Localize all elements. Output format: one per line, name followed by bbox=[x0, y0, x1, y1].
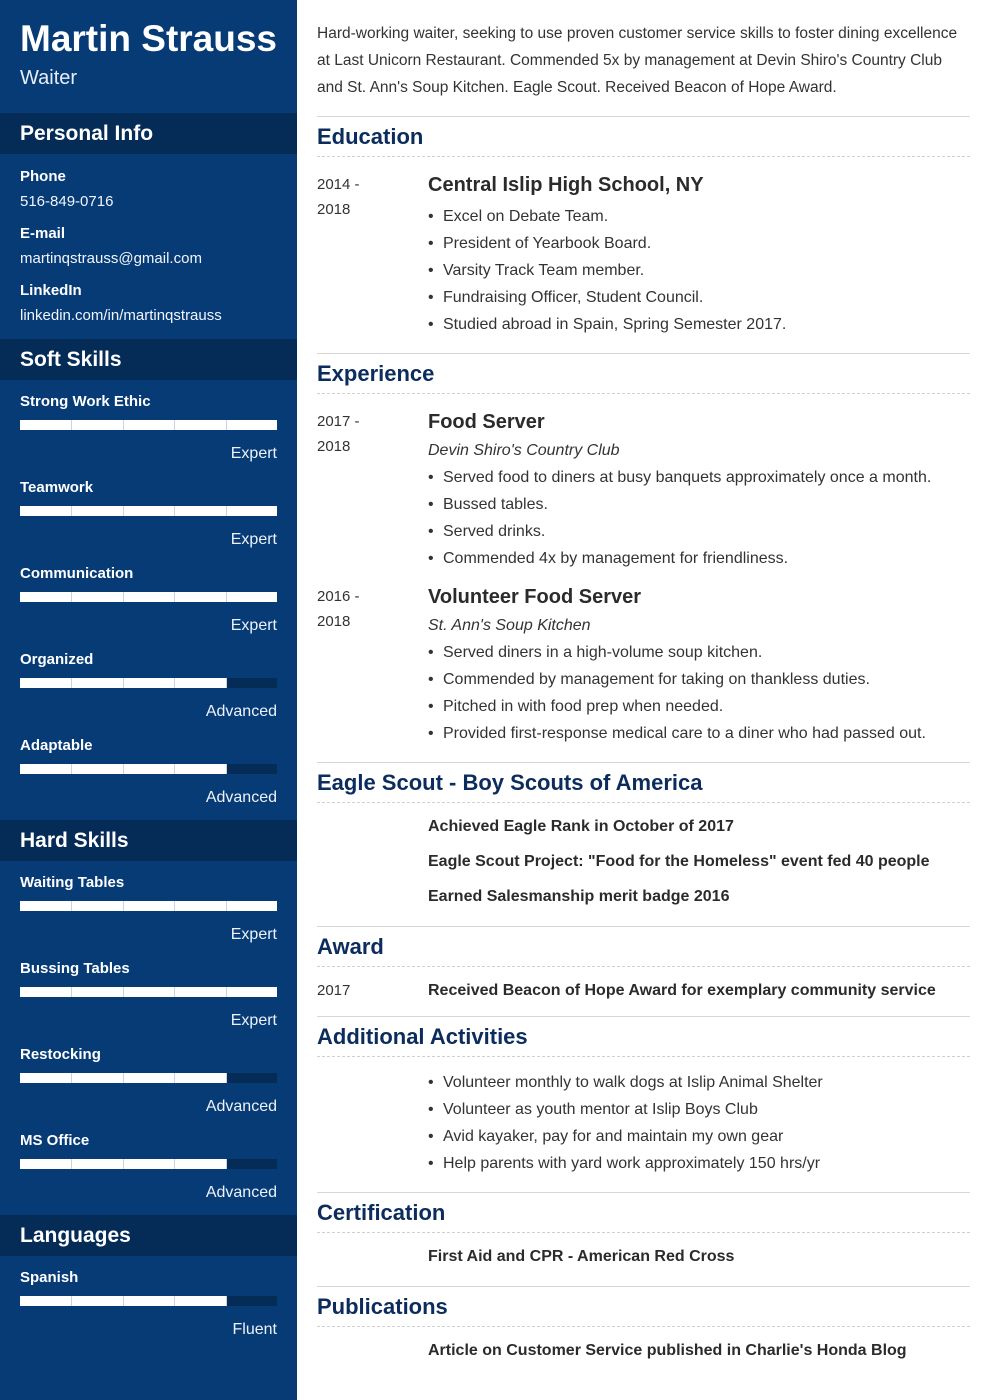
skill-bar-divider bbox=[123, 987, 124, 997]
achievement-line: Achieved Eagle Rank in October of 2017 bbox=[428, 818, 734, 835]
candidate-name: Martin Strauss bbox=[20, 18, 278, 59]
skill-bar-fill bbox=[20, 506, 277, 516]
skill-name: MS Office bbox=[20, 1132, 90, 1149]
activities-heading: Additional Activities bbox=[317, 1017, 970, 1057]
skill-bar bbox=[20, 1159, 277, 1169]
activities-bullets bbox=[428, 1069, 970, 1177]
skill-level: Expert bbox=[230, 1012, 277, 1029]
skill-bar-divider bbox=[123, 592, 124, 602]
bullet-item: • Pitched in with food prep when needed. bbox=[428, 693, 970, 720]
email-value: martinqstrauss@gmail.com bbox=[20, 250, 202, 267]
job-bullets bbox=[428, 639, 970, 747]
soft-skills-list bbox=[0, 380, 297, 820]
languages-heading: Languages bbox=[0, 1215, 297, 1256]
skill-bar-divider bbox=[174, 1073, 175, 1083]
skill-bar-divider bbox=[226, 987, 227, 997]
skill-name: Bussing Tables bbox=[20, 960, 130, 977]
skill-bar-divider bbox=[123, 506, 124, 516]
languages-list bbox=[0, 1256, 297, 1352]
skill-name: Organized bbox=[20, 651, 94, 668]
bullet-item: • Commended by management for taking on thankless duties. bbox=[428, 666, 970, 693]
skill-item bbox=[20, 562, 277, 648]
bullet-item: • President of Yearbook Board. bbox=[428, 230, 970, 257]
skill-item bbox=[20, 1266, 277, 1352]
skill-bar-divider bbox=[226, 1073, 227, 1083]
skill-bar-divider bbox=[226, 764, 227, 774]
skill-item bbox=[20, 1043, 277, 1129]
resume-header bbox=[0, 0, 297, 113]
skill-bar bbox=[20, 987, 277, 997]
summary: Hard-working waiter, seeking to use proven customer service skills to foster dining excellence at Last Unicorn Restaurant. Commended 5x by management at Devin Shiro's Country Club and St. Ann's Soup Kitchen. Eagle Scout. Received Beacon of Hope Award. bbox=[317, 25, 958, 96]
achievement-line: Earned Salesmanship merit badge 2016 bbox=[428, 888, 730, 905]
skill-level: Expert bbox=[230, 926, 277, 943]
skill-item bbox=[20, 734, 277, 820]
personal-info-heading: Personal Info bbox=[0, 113, 297, 154]
hard-skills-list bbox=[0, 861, 297, 1215]
eagle-scout-lines bbox=[428, 809, 970, 914]
school-name: Central Islip High School, NY bbox=[428, 174, 704, 196]
skill-item bbox=[20, 871, 277, 957]
skill-bar-divider bbox=[174, 506, 175, 516]
education-bullets bbox=[428, 203, 970, 338]
skill-bar-divider bbox=[71, 1296, 72, 1306]
certification-heading: Certification bbox=[317, 1193, 970, 1233]
hard-skills-heading: Hard Skills bbox=[0, 820, 297, 861]
award-entry bbox=[317, 967, 970, 1016]
bullet-item: • Studied abroad in Spain, Spring Semester 2017. bbox=[428, 311, 970, 338]
bullet-item: • Fundraising Officer, Student Council. bbox=[428, 284, 970, 311]
skill-bar-divider bbox=[226, 901, 227, 911]
publications-entry bbox=[317, 1327, 970, 1368]
skill-bar-fill bbox=[20, 592, 277, 602]
eagle-scout-section bbox=[317, 762, 970, 926]
education-section bbox=[317, 116, 970, 353]
skill-bar-fill bbox=[20, 901, 277, 911]
skill-bar-divider bbox=[71, 1073, 72, 1083]
skill-bar-divider bbox=[71, 678, 72, 688]
award-heading: Award bbox=[317, 927, 970, 967]
personal-info bbox=[0, 154, 297, 334]
skill-bar-divider bbox=[174, 1159, 175, 1169]
skill-bar bbox=[20, 901, 277, 911]
education-entry bbox=[317, 157, 970, 353]
eagle-scout-heading: Eagle Scout - Boy Scouts of America bbox=[317, 763, 970, 803]
skill-bar-fill bbox=[20, 987, 277, 997]
skill-level: Expert bbox=[230, 445, 277, 462]
linkedin-label: LinkedIn bbox=[20, 282, 82, 299]
skill-level: Expert bbox=[230, 531, 277, 548]
skill-bar-divider bbox=[226, 1296, 227, 1306]
skill-name: Strong Work Ethic bbox=[20, 393, 151, 410]
achievement-line: Eagle Scout Project: "Food for the Homeless" event fed 40 people bbox=[428, 853, 930, 870]
skill-level: Expert bbox=[230, 617, 277, 634]
skill-bar-divider bbox=[71, 901, 72, 911]
sidebar bbox=[0, 0, 297, 1400]
skill-bar-divider bbox=[226, 592, 227, 602]
skill-bar bbox=[20, 678, 277, 688]
skill-level: Advanced bbox=[205, 703, 277, 720]
skill-bar bbox=[20, 420, 277, 430]
skill-level: Advanced bbox=[205, 1184, 277, 1201]
skill-bar-divider bbox=[174, 987, 175, 997]
skill-bar bbox=[20, 506, 277, 516]
bullet-item: • Help parents with yard work approximately 150 hrs/yr bbox=[428, 1150, 970, 1177]
skill-bar-fill bbox=[20, 420, 277, 430]
entry-date: 2014 - 2018 bbox=[317, 176, 360, 218]
linkedin-value: linkedin.com/in/martinqstrauss bbox=[20, 307, 222, 324]
activities-section bbox=[317, 1016, 970, 1192]
skill-bar-divider bbox=[174, 901, 175, 911]
candidate-role: Waiter bbox=[20, 67, 78, 89]
skill-bar-divider bbox=[71, 592, 72, 602]
skill-name: Spanish bbox=[20, 1269, 79, 1286]
skill-item bbox=[20, 1129, 277, 1215]
award-section bbox=[317, 926, 970, 1016]
bullet-item: • Varsity Track Team member. bbox=[428, 257, 970, 284]
skill-name: Adaptable bbox=[20, 737, 93, 754]
skill-bar-divider bbox=[123, 1296, 124, 1306]
email-label: E-mail bbox=[20, 225, 66, 242]
skill-item bbox=[20, 476, 277, 562]
job-title: Volunteer Food Server bbox=[428, 586, 642, 608]
skill-name: Teamwork bbox=[20, 479, 94, 496]
skill-level: Advanced bbox=[205, 789, 277, 806]
skill-bar-divider bbox=[174, 1296, 175, 1306]
main-content bbox=[317, 0, 970, 1368]
publications-section bbox=[317, 1286, 970, 1368]
certification-section bbox=[317, 1192, 970, 1286]
certification-entry bbox=[317, 1233, 970, 1286]
job-title: Food Server bbox=[428, 411, 545, 433]
skill-name: Restocking bbox=[20, 1046, 101, 1063]
skill-bar-divider bbox=[174, 764, 175, 774]
skill-bar bbox=[20, 1296, 277, 1306]
bullet-item: • Commended 4x by management for friendliness. bbox=[428, 545, 970, 572]
skill-item bbox=[20, 390, 277, 476]
skill-bar-divider bbox=[123, 901, 124, 911]
experience-section bbox=[317, 353, 970, 762]
skill-bar-divider bbox=[123, 1073, 124, 1083]
bullet-item: • Excel on Debate Team. bbox=[428, 203, 970, 230]
award-text: Received Beacon of Hope Award for exemplary community service bbox=[428, 982, 936, 999]
skill-bar bbox=[20, 1073, 277, 1083]
skill-bar bbox=[20, 592, 277, 602]
education-heading: Education bbox=[317, 117, 970, 157]
skill-bar-divider bbox=[226, 1159, 227, 1169]
skill-bar-divider bbox=[71, 420, 72, 430]
publication-text: Article on Customer Service published in Charlie's Honda Blog bbox=[428, 1342, 907, 1359]
bullet-item: • Provided first-response medical care to a diner who had passed out. bbox=[428, 720, 970, 747]
soft-skills-heading: Soft Skills bbox=[0, 339, 297, 380]
skill-bar-divider bbox=[123, 1159, 124, 1169]
bullet-item: • Volunteer monthly to walk dogs at Islip Animal Shelter bbox=[428, 1069, 970, 1096]
skill-bar-divider bbox=[226, 420, 227, 430]
bullet-item: • Served drinks. bbox=[428, 518, 970, 545]
bullet-item: • Bussed tables. bbox=[428, 491, 970, 518]
skill-name: Waiting Tables bbox=[20, 874, 125, 891]
skill-bar-divider bbox=[123, 678, 124, 688]
award-date: 2017 bbox=[317, 982, 351, 999]
employer: Devin Shiro's Country Club bbox=[428, 442, 620, 459]
bullet-item: • Avid kayaker, pay for and maintain my own gear bbox=[428, 1123, 970, 1150]
entry-date: 2017 - 2018 bbox=[317, 413, 360, 455]
skill-bar-divider bbox=[226, 506, 227, 516]
skill-bar-divider bbox=[71, 506, 72, 516]
entry-date: 2016 - 2018 bbox=[317, 588, 360, 630]
experience-entry bbox=[317, 572, 970, 762]
publications-heading: Publications bbox=[317, 1287, 970, 1327]
skill-bar-divider bbox=[71, 987, 72, 997]
experience-heading: Experience bbox=[317, 354, 970, 394]
skill-bar-divider bbox=[174, 420, 175, 430]
skill-bar-divider bbox=[71, 1159, 72, 1169]
skill-bar-divider bbox=[123, 420, 124, 430]
bullet-item: • Volunteer as youth mentor at Islip Boys Club bbox=[428, 1096, 970, 1123]
skill-bar-divider bbox=[174, 592, 175, 602]
skill-bar bbox=[20, 764, 277, 774]
employer: St. Ann's Soup Kitchen bbox=[428, 617, 591, 634]
skill-bar-divider bbox=[226, 678, 227, 688]
job-bullets bbox=[428, 464, 970, 572]
skill-bar-divider bbox=[123, 764, 124, 774]
skill-bar-divider bbox=[174, 678, 175, 688]
skill-item bbox=[20, 648, 277, 734]
eagle-scout-entry bbox=[317, 803, 970, 926]
experience-entry bbox=[317, 394, 970, 572]
bullet-item: • Served food to diners at busy banquets approximately once a month. bbox=[428, 464, 970, 491]
skill-name: Communication bbox=[20, 565, 134, 582]
certification-text: First Aid and CPR - American Red Cross bbox=[428, 1248, 735, 1265]
skill-item bbox=[20, 957, 277, 1043]
bullet-item: • Served diners in a high-volume soup kitchen. bbox=[428, 639, 970, 666]
phone-label: Phone bbox=[20, 168, 66, 185]
activities-entry bbox=[317, 1057, 970, 1192]
skill-bar-divider bbox=[71, 764, 72, 774]
phone-value: 516-849-0716 bbox=[20, 193, 114, 210]
skill-level: Fluent bbox=[232, 1321, 277, 1338]
skill-level: Advanced bbox=[205, 1098, 277, 1115]
